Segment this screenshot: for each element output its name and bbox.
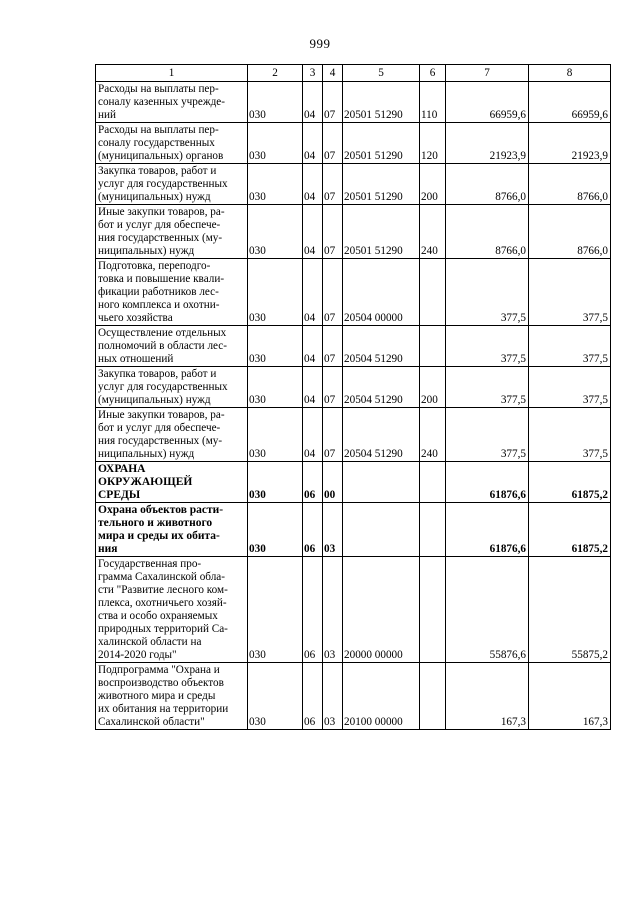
amount-executed-cell: 167,3 [529, 663, 611, 730]
subsection-code-cell: 07 [323, 82, 343, 123]
section-code-cell: 04 [303, 205, 323, 259]
expense-type-cell: 110 [420, 82, 446, 123]
amount-executed-cell: 66959,6 [529, 82, 611, 123]
expense-type-cell: 200 [420, 164, 446, 205]
header-cell: 2 [248, 65, 303, 82]
target-article-cell: 20504 51290 [343, 408, 420, 462]
amount-executed-cell: 377,5 [529, 367, 611, 408]
amount-planned-cell: 55876,6 [446, 557, 529, 663]
expense-type-cell: 240 [420, 408, 446, 462]
header-cell: 5 [343, 65, 420, 82]
section-code-cell: 04 [303, 82, 323, 123]
item-name-cell: Иные закупки товаров, ра- бот и услуг для обеспече- ния государственных (му- ниципальных) нужд [96, 408, 248, 462]
expense-type-cell: 120 [420, 123, 446, 164]
subsection-code-cell: 03 [323, 503, 343, 557]
section-code-cell: 06 [303, 663, 323, 730]
amount-planned-cell: 8766,0 [446, 205, 529, 259]
header-cell: 3 [303, 65, 323, 82]
target-article-cell: 20100 00000 [343, 663, 420, 730]
subsection-code-cell: 07 [323, 123, 343, 164]
header-cell: 1 [96, 65, 248, 82]
item-name-cell: Осуществление отдельных полномочий в области лес- ных отношений [96, 326, 248, 367]
target-article-cell [343, 462, 420, 503]
target-article-cell: 20504 51290 [343, 367, 420, 408]
page-number: 999 [309, 36, 331, 51]
section-code-cell: 04 [303, 164, 323, 205]
budget-table [95, 64, 611, 730]
expense-type-cell [420, 462, 446, 503]
item-name-cell: Закупка товаров, работ и услуг для государственных (муниципальных) нужд [96, 367, 248, 408]
ministry-code-cell: 030 [248, 164, 303, 205]
amount-executed-cell: 61875,2 [529, 462, 611, 503]
amount-planned-cell: 167,3 [446, 663, 529, 730]
table-row [96, 557, 611, 663]
expense-type-cell: 200 [420, 367, 446, 408]
amount-executed-cell: 377,5 [529, 326, 611, 367]
ministry-code-cell: 030 [248, 557, 303, 663]
section-code-cell: 06 [303, 503, 323, 557]
section-code-cell: 06 [303, 462, 323, 503]
item-name-cell: Подпрограмма "Охрана и воспроизводство объектов животного мира и среды их обитания на территории Сахалинской области" [96, 663, 248, 730]
table-row [96, 663, 611, 730]
table-row [96, 123, 611, 164]
section-code-cell: 04 [303, 326, 323, 367]
amount-executed-cell: 8766,0 [529, 205, 611, 259]
ministry-code-cell: 030 [248, 326, 303, 367]
table-row [96, 164, 611, 205]
section-code-cell: 04 [303, 123, 323, 164]
target-article-cell: 20000 00000 [343, 557, 420, 663]
item-name-cell: Расходы на выплаты пер- соналу государственных (муниципальных) органов [96, 123, 248, 164]
target-article-cell: 20501 51290 [343, 164, 420, 205]
header-cell: 7 [446, 65, 529, 82]
expense-type-cell [420, 663, 446, 730]
table-row [96, 205, 611, 259]
item-name-cell: ОХРАНА ОКРУЖАЮЩЕЙ СРЕДЫ [96, 462, 248, 503]
table-row [96, 503, 611, 557]
table-row [96, 326, 611, 367]
amount-planned-cell: 21923,9 [446, 123, 529, 164]
amount-executed-cell: 377,5 [529, 408, 611, 462]
item-name-cell: Иные закупки товаров, ра- бот и услуг для обеспече- ния государственных (му- ниципальных) нужд [96, 205, 248, 259]
header-cell: 8 [529, 65, 611, 82]
ministry-code-cell: 030 [248, 503, 303, 557]
section-code-cell: 04 [303, 259, 323, 326]
ministry-code-cell: 030 [248, 82, 303, 123]
subsection-code-cell: 00 [323, 462, 343, 503]
item-name-cell: Государственная про- грамма Сахалинской обла- сти "Развитие лесного ком- плекса, охотничьего хозяй- ства и особо охраняемых природных территорий Са- халинской области на 2014-2020 годы" [96, 557, 248, 663]
ministry-code-cell: 030 [248, 259, 303, 326]
ministry-code-cell: 030 [248, 367, 303, 408]
expense-type-cell [420, 503, 446, 557]
ministry-code-cell: 030 [248, 408, 303, 462]
ministry-code-cell: 030 [248, 123, 303, 164]
table-row [96, 367, 611, 408]
table-row [96, 259, 611, 326]
target-article-cell: 20501 51290 [343, 82, 420, 123]
item-name-cell: Закупка товаров, работ и услуг для государственных (муниципальных) нужд [96, 164, 248, 205]
subsection-code-cell: 03 [323, 557, 343, 663]
amount-planned-cell: 377,5 [446, 408, 529, 462]
header-cell: 6 [420, 65, 446, 82]
subsection-code-cell: 03 [323, 663, 343, 730]
item-name-cell: Расходы на выплаты пер- соналу казенных учрежде- ний [96, 82, 248, 123]
target-article-cell: 20504 00000 [343, 259, 420, 326]
subsection-code-cell: 07 [323, 367, 343, 408]
amount-executed-cell: 377,5 [529, 259, 611, 326]
amount-executed-cell: 21923,9 [529, 123, 611, 164]
subsection-code-cell: 07 [323, 164, 343, 205]
expense-type-cell: 240 [420, 205, 446, 259]
target-article-cell [343, 503, 420, 557]
header-row [96, 65, 611, 82]
target-article-cell: 20501 51290 [343, 123, 420, 164]
section-code-cell: 04 [303, 367, 323, 408]
subsection-code-cell: 07 [323, 408, 343, 462]
subsection-code-cell: 07 [323, 205, 343, 259]
item-name-cell: Охрана объектов расти- тельного и животного мира и среды их обита- ния [96, 503, 248, 557]
amount-planned-cell: 61876,6 [446, 462, 529, 503]
table-row [96, 82, 611, 123]
amount-executed-cell: 61875,2 [529, 503, 611, 557]
header-cell: 4 [323, 65, 343, 82]
amount-planned-cell: 377,5 [446, 326, 529, 367]
table-body [96, 82, 611, 730]
subsection-code-cell: 07 [323, 326, 343, 367]
target-article-cell: 20501 51290 [343, 205, 420, 259]
section-code-cell: 04 [303, 408, 323, 462]
table-row [96, 408, 611, 462]
amount-planned-cell: 61876,6 [446, 503, 529, 557]
ministry-code-cell: 030 [248, 462, 303, 503]
expense-type-cell [420, 259, 446, 326]
amount-planned-cell: 8766,0 [446, 164, 529, 205]
amount-executed-cell: 8766,0 [529, 164, 611, 205]
amount-planned-cell: 377,5 [446, 367, 529, 408]
ministry-code-cell: 030 [248, 205, 303, 259]
section-code-cell: 06 [303, 557, 323, 663]
table-row [96, 462, 611, 503]
expense-type-cell [420, 326, 446, 367]
amount-planned-cell: 66959,6 [446, 82, 529, 123]
ministry-code-cell: 030 [248, 663, 303, 730]
target-article-cell: 20504 51290 [343, 326, 420, 367]
expense-type-cell [420, 557, 446, 663]
amount-planned-cell: 377,5 [446, 259, 529, 326]
item-name-cell: Подготовка, переподго- товка и повышение квали- фикации работников лес- ного комплекса и охотни- чьего хозяйства [96, 259, 248, 326]
amount-executed-cell: 55875,2 [529, 557, 611, 663]
subsection-code-cell: 07 [323, 259, 343, 326]
